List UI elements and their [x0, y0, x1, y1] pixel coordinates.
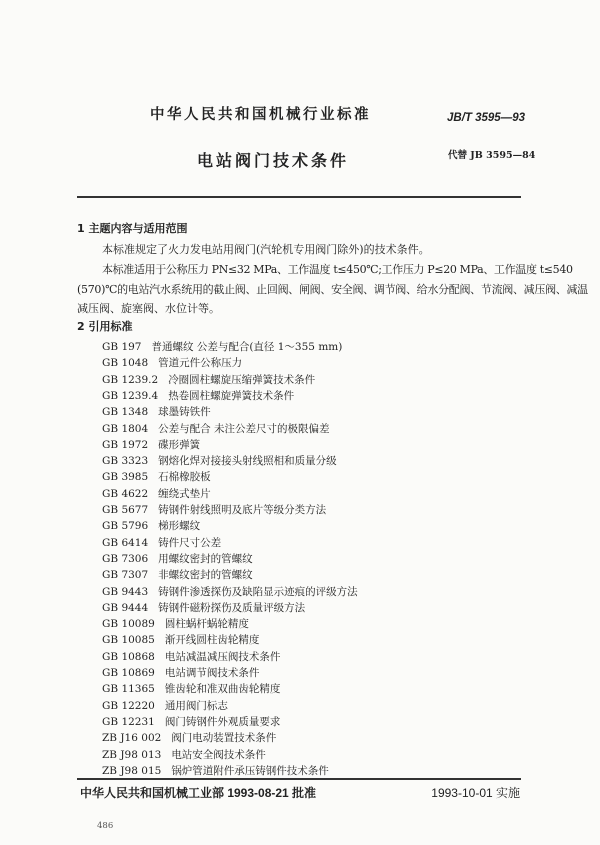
reference-item [102, 421, 330, 436]
reference-title: 电站安全阀技术条件 [171, 748, 266, 761]
reference-code: GB 197 [102, 341, 142, 353]
reference-item [102, 616, 249, 631]
reference-code: ZB J98 015 [102, 764, 162, 777]
reference-item [102, 535, 221, 550]
reference-code: GB 9444 [102, 601, 149, 614]
section-1-line: 减压阀、旋塞阀、水位计等。 [77, 302, 220, 315]
reference-code: GB 1972 [102, 438, 149, 451]
reference-item [102, 681, 280, 696]
reference-code: GB 4622 [102, 487, 149, 500]
reference-code: GB 1048 [102, 357, 149, 370]
reference-item [102, 600, 305, 615]
reference-item [102, 404, 211, 419]
issuing-org: 中华人民共和国机械行业标准 [150, 107, 371, 123]
reference-code: GB 7307 [102, 569, 149, 582]
section-1-line: (570)℃的电站汽水系统用的截止阀、止回阀、闸阀、安全阀、调节阀、给水分配阀、节流阀、减压阀、减温 [77, 283, 588, 296]
reference-title: 锥齿轮和准双曲齿轮精度 [164, 683, 281, 696]
reference-title: 普通螺纹 公差与配合(直径 1～355 mm) [151, 341, 343, 353]
reference-item [102, 632, 259, 647]
reference-title: 钢熔化焊对接接头射线照相和质量分级 [158, 455, 337, 468]
reference-title: 公差与配合 未注公差尺寸的极限偏差 [158, 422, 330, 435]
reference-item [102, 551, 253, 566]
reference-code: GB 10868 [102, 650, 155, 663]
reference-title: 阀门铸钢件外观质量要求 [164, 715, 281, 728]
standard-code: JB/T 3595—93 [447, 112, 525, 124]
reference-title: 通用阀门标志 [164, 699, 228, 712]
reference-code: GB 10085 [102, 634, 155, 647]
reference-item [102, 437, 200, 452]
header-rule [77, 196, 521, 198]
reference-item [102, 730, 276, 745]
reference-item [102, 567, 253, 582]
section-1-line: 本标准规定了火力发电站用阀门(汽轮机专用阀门除外)的技术条件。 [102, 243, 430, 256]
reference-code: GB 12220 [102, 699, 155, 712]
page-number: 486 [97, 821, 114, 831]
reference-code: GB 3323 [102, 455, 149, 468]
reference-code: GB 5796 [102, 520, 149, 533]
reference-title: 冷圈圆柱螺旋压缩弹簧技术条件 [168, 373, 316, 386]
footer-rule [77, 778, 521, 780]
reference-title: 缠绕式垫片 [158, 487, 211, 500]
reference-item [102, 388, 294, 403]
reference-item [102, 714, 280, 729]
reference-code: GB 1239.2 [102, 373, 159, 386]
document-title: 电站阀门技术条件 [197, 151, 350, 170]
reference-code: GB 5677 [102, 504, 149, 516]
reference-title: 铸件尺寸公差 [158, 536, 222, 549]
reference-code: GB 9443 [102, 585, 149, 598]
reference-code: GB 1804 [102, 422, 149, 435]
section-1-heading: 1 主题内容与适用范围 [77, 222, 188, 235]
reference-code: GB 1239.4 [102, 389, 159, 402]
reference-item [102, 665, 259, 680]
reference-code: ZB J16 002 [102, 732, 162, 745]
reference-title: 管道元件公称压力 [158, 357, 243, 370]
reference-title: 铸钢件射线照明及底片等级分类方法 [158, 504, 327, 516]
reference-item [102, 339, 342, 354]
reference-title: 非螺纹密封的管螺纹 [158, 569, 253, 582]
reference-title: 渐开线圆柱齿轮精度 [164, 634, 260, 647]
section-2-heading: 2 引用标准 [77, 320, 133, 333]
reference-code: GB 1348 [102, 406, 149, 419]
reference-code: GB 10869 [102, 667, 155, 679]
reference-code: GB 12231 [102, 715, 155, 728]
reference-item [102, 584, 358, 599]
reference-title: 梯形螺纹 [158, 520, 201, 533]
effective-date: 1993-10-01 实施 [431, 786, 520, 800]
reference-item [102, 355, 242, 370]
reference-item [102, 763, 329, 778]
reference-title: 电站减温减压阀技术条件 [164, 650, 281, 663]
reference-code: ZB J98 013 [102, 748, 162, 761]
reference-title: 用螺纹密封的管螺纹 [158, 552, 253, 565]
reference-item [102, 502, 326, 517]
reference-code: GB 11365 [102, 683, 155, 696]
reference-title: 铸钢件磁粉探伤及质量评级方法 [158, 601, 306, 614]
reference-code: GB 7306 [102, 552, 149, 565]
reference-item [102, 747, 266, 762]
reference-code: GB 3985 [102, 471, 149, 484]
section-1-line: 本标准适用于公称压力 PN≤32 MPa、工作温度 t≤450℃;工作压力 P≤20 MPa、工作温度 t≤540 [102, 263, 573, 276]
reference-item [102, 698, 228, 713]
reference-item [102, 453, 337, 468]
reference-title: 石棉橡胶板 [158, 471, 211, 484]
reference-title: 圆柱蜗杆蜗轮精度 [164, 618, 249, 631]
reference-title: 阀门电动装置技术条件 [171, 732, 277, 745]
replaces-note: 代替 JB 3595—84 [448, 150, 536, 161]
reference-title: 碟形弹簧 [158, 438, 201, 451]
reference-title: 电站调节阀技术条件 [164, 667, 260, 679]
reference-title: 球墨铸铁件 [158, 406, 211, 419]
approval-date: 中华人民共和国机械工业部 1993-08-21 批准 [80, 786, 317, 800]
reference-item [102, 518, 200, 533]
reference-item [102, 469, 211, 484]
reference-title: 热卷圆柱螺旋弹簧技术条件 [168, 389, 295, 402]
reference-item [102, 372, 315, 387]
reference-code: GB 10089 [102, 618, 155, 631]
reference-title: 铸钢件渗透探伤及缺陷显示迹痕的评级方法 [158, 585, 358, 598]
reference-item [102, 649, 280, 664]
reference-item [102, 486, 211, 501]
reference-code: GB 6414 [102, 536, 149, 549]
reference-title: 锅炉管道附件承压铸钢件技术条件 [171, 764, 329, 777]
